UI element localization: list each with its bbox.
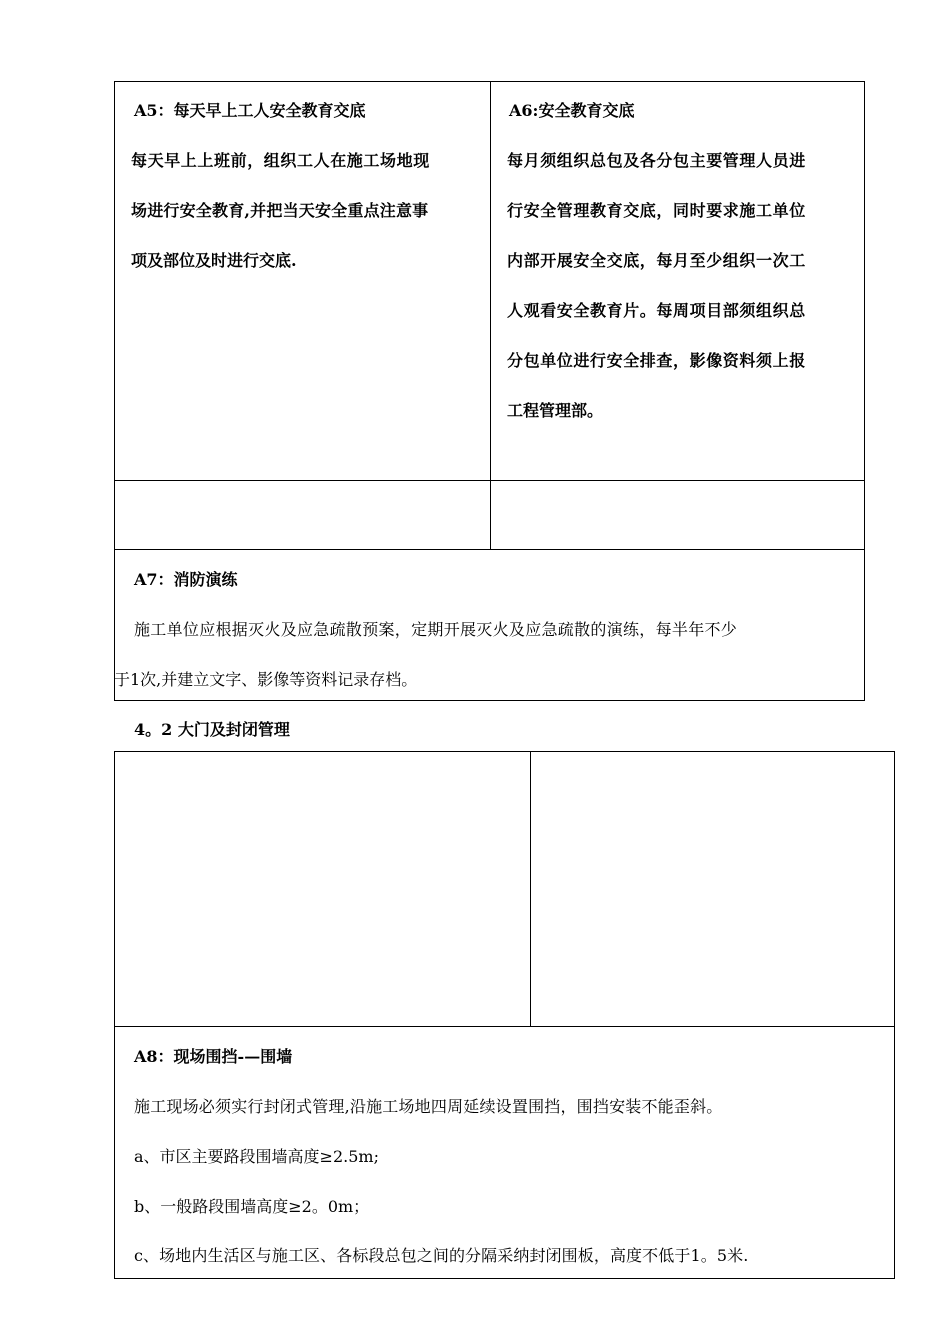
a7-body-line: 施工单位应根据灭火及应急疏散预案，定期开展灭火及应急疏散的演练，每半年不少 [134, 620, 738, 639]
a7-body-line: 于1次,并建立文字、影像等资料记录存档。 [114, 670, 418, 689]
a8-body-line: 施工现场必须实行封闭式管理,沿施工场地四周延续设置围挡，围挡安装不能歪斜。 [134, 1097, 723, 1116]
section-heading: 4。2 大门及封闭管理 [134, 720, 290, 739]
a5-body-line: 每天早上上班前，组织工人在施工场地现 [131, 151, 430, 170]
table-2-column-divider [530, 751, 531, 1027]
table-1-row-divider-1 [114, 480, 865, 481]
a8-body-line: b、一般路段围墙高度≥2。0m； [134, 1197, 370, 1216]
a6-title: A6:安全教育交底 [509, 101, 635, 120]
a6-body-line: 人观看安全教育片。每周项目部须组织总 [507, 301, 806, 320]
a6-body-line: 每月须组织总包及各分包主要管理人员进 [507, 151, 806, 170]
a5-body-line: 场进行安全教育,并把当天安全重点注意事 [131, 201, 429, 220]
a6-body-line: 内部开展安全交底，每月至少组织一次工 [507, 251, 806, 270]
table-1-row-divider-2 [114, 549, 865, 550]
a8-body-line: a、市区主要路段围墙高度≥2.5m; [134, 1147, 379, 1166]
a6-body-line: 行安全管理教育交底，同时要求施工单位 [507, 201, 806, 220]
a5-title: A5：每天早上工人安全教育交底 [134, 101, 366, 120]
table-2-row-divider [114, 1026, 895, 1027]
a7-title: A7：消防演练 [134, 570, 238, 589]
a8-title: A8：现场围挡-—围墙 [134, 1047, 293, 1066]
a6-body-line: 工程管理部。 [507, 401, 604, 420]
a5-body-line: 项及部位及时进行交底. [131, 251, 297, 270]
a8-body-line: c、场地内生活区与施工区、各标段总包之间的分隔采纳封闭围板，高度不低于1。5米. [134, 1246, 749, 1265]
a6-body-line: 分包单位进行安全排查，影像资料须上报 [507, 351, 806, 370]
